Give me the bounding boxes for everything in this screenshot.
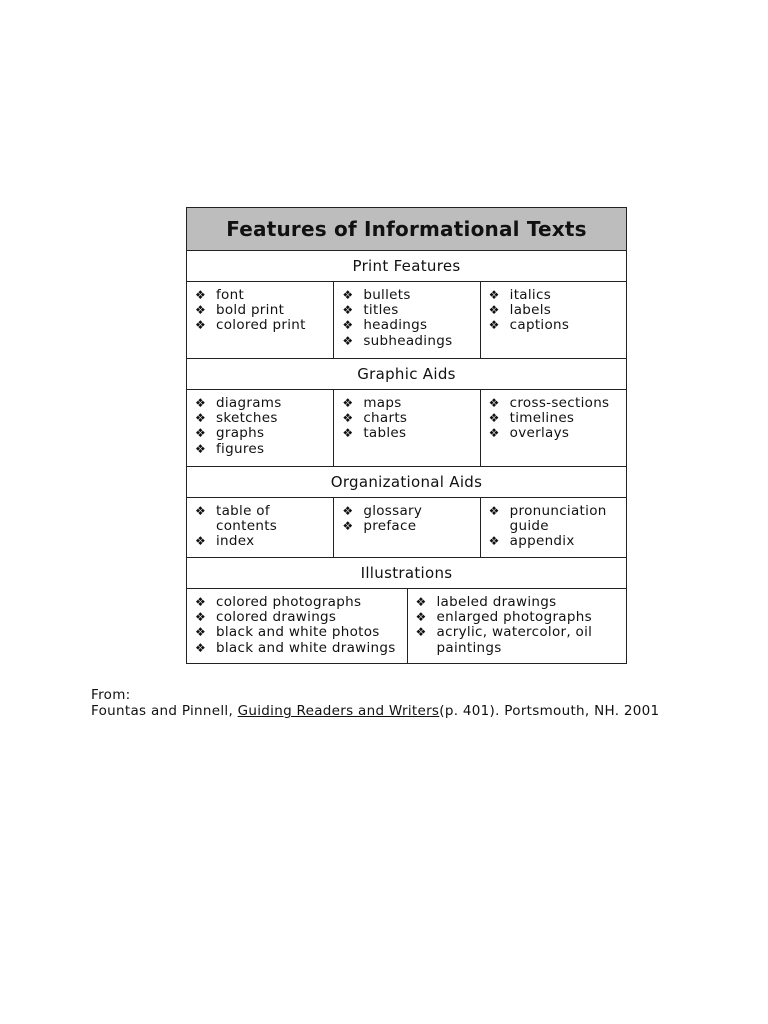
list-item: [340, 426, 475, 441]
list-item: [193, 288, 329, 303]
citation-reference: [91, 703, 659, 719]
four-diamond-bullet-icon: ❖: [195, 426, 207, 441]
list-item: [193, 318, 329, 333]
four-diamond-bullet-icon: ❖: [342, 303, 354, 318]
list-item-text: font: [216, 287, 245, 303]
four-diamond-bullet-icon: ❖: [488, 411, 500, 426]
section-row-graphic-aids: [187, 390, 626, 467]
list-item: [340, 318, 475, 333]
list-item-text: appendix: [509, 533, 575, 550]
section-column: [187, 282, 333, 358]
list-item: [340, 519, 475, 534]
section-row-organizational-aids: [187, 498, 626, 558]
section-column: [480, 282, 626, 358]
list-item: [340, 303, 475, 318]
list-item-text: tables: [363, 425, 407, 442]
list-item: [340, 334, 475, 349]
section-header-graphic-aids: Graphic Aids: [187, 359, 626, 390]
section-column: [480, 498, 626, 557]
four-diamond-bullet-icon: ❖: [415, 625, 427, 640]
four-diamond-bullet-icon: ❖: [488, 426, 500, 441]
four-diamond-bullet-icon: ❖: [342, 318, 354, 333]
list-item-text: captions: [509, 317, 570, 334]
section-row-print-features: [187, 282, 626, 359]
citation-authors: Fountas and Pinnell,: [91, 703, 238, 719]
list-item: [414, 595, 623, 610]
list-item: [487, 318, 622, 333]
features-table: [186, 207, 627, 664]
list-item: [487, 396, 622, 411]
list-item-text: labels: [509, 302, 552, 319]
section-column: [333, 498, 479, 557]
list-item-text: acrylic, watercolor, oil paintings: [436, 624, 593, 656]
list-item: [487, 288, 622, 303]
list-item-text: colored print: [216, 317, 306, 334]
list-item-text: titles: [363, 302, 399, 319]
four-diamond-bullet-icon: ❖: [342, 333, 354, 348]
list-item-text: italics: [509, 287, 552, 303]
four-diamond-bullet-icon: ❖: [342, 519, 354, 534]
four-diamond-bullet-icon: ❖: [195, 411, 207, 426]
list-item-text: index: [216, 533, 255, 550]
four-diamond-bullet-icon: ❖: [195, 504, 207, 518]
list-item-text: enlarged photographs: [436, 609, 592, 626]
section-column: [187, 589, 407, 663]
four-diamond-bullet-icon: ❖: [195, 610, 207, 625]
list-item: [487, 534, 622, 549]
section-header-illustrations: Illustrations: [187, 558, 626, 589]
list-item-text: graphs: [216, 425, 265, 442]
four-diamond-bullet-icon: ❖: [195, 396, 207, 410]
table-title: Features of Informational Texts: [187, 208, 626, 251]
four-diamond-bullet-icon: ❖: [195, 534, 207, 549]
citation-details: (p. 401). Portsmouth, NH. 2001: [439, 703, 660, 719]
list-item: [193, 641, 403, 656]
list-item-text: overlays: [509, 425, 570, 442]
list-item-text: cross-sections: [509, 395, 610, 411]
four-diamond-bullet-icon: ❖: [342, 426, 354, 441]
four-diamond-bullet-icon: ❖: [342, 396, 354, 410]
four-diamond-bullet-icon: ❖: [488, 318, 500, 333]
citation-from-label: From:: [91, 687, 131, 703]
list-item: [414, 610, 623, 625]
four-diamond-bullet-icon: ❖: [415, 610, 427, 625]
list-item: [487, 504, 622, 534]
list-item: [487, 411, 622, 426]
list-item-text: black and white photos: [216, 624, 380, 641]
section-row-illustrations: [187, 589, 626, 663]
four-diamond-bullet-icon: ❖: [195, 303, 207, 318]
section-column: [480, 390, 626, 466]
section-column: [333, 282, 479, 358]
list-item: [193, 625, 403, 640]
list-item-text: table of contents: [216, 503, 278, 535]
four-diamond-bullet-icon: ❖: [488, 534, 500, 549]
list-item-text: glossary: [363, 503, 423, 519]
list-item-text: charts: [363, 410, 408, 427]
list-item: [193, 442, 329, 457]
list-item: [193, 595, 403, 610]
four-diamond-bullet-icon: ❖: [342, 504, 354, 518]
list-item-text: colored photographs: [216, 594, 362, 610]
section-header-organizational-aids: Organizational Aids: [187, 467, 626, 498]
list-item: [193, 411, 329, 426]
list-item-text: sketches: [216, 410, 278, 427]
four-diamond-bullet-icon: ❖: [195, 640, 207, 655]
four-diamond-bullet-icon: ❖: [195, 441, 207, 456]
list-item-text: colored drawings: [216, 609, 337, 626]
list-item: [487, 303, 622, 318]
four-diamond-bullet-icon: ❖: [342, 411, 354, 426]
list-item-text: diagrams: [216, 395, 282, 411]
four-diamond-bullet-icon: ❖: [488, 288, 500, 302]
section-column: [333, 390, 479, 466]
list-item: [487, 426, 622, 441]
citation: [91, 687, 659, 719]
section-header-print-features: Print Features: [187, 251, 626, 282]
list-item-text: preface: [363, 518, 417, 535]
section-column: [407, 589, 627, 663]
list-item-text: labeled drawings: [436, 594, 557, 610]
list-item-text: pronunciation guide: [509, 503, 607, 535]
section-column: [187, 390, 333, 466]
four-diamond-bullet-icon: ❖: [195, 595, 207, 609]
four-diamond-bullet-icon: ❖: [342, 288, 354, 302]
list-item: [193, 504, 329, 534]
four-diamond-bullet-icon: ❖: [488, 504, 500, 518]
list-item: [340, 411, 475, 426]
list-item: [340, 396, 475, 411]
list-item-text: headings: [363, 317, 428, 334]
list-item-text: timelines: [509, 410, 575, 427]
four-diamond-bullet-icon: ❖: [488, 303, 500, 318]
four-diamond-bullet-icon: ❖: [195, 318, 207, 333]
list-item-text: black and white drawings: [216, 639, 396, 656]
list-item-text: subheadings: [363, 332, 453, 349]
citation-book-title: Guiding Readers and Writers: [237, 703, 440, 719]
four-diamond-bullet-icon: ❖: [415, 595, 427, 609]
list-item-text: maps: [363, 395, 402, 411]
list-item: [414, 625, 623, 655]
list-item-text: bullets: [363, 287, 411, 303]
list-item: [193, 426, 329, 441]
four-diamond-bullet-icon: ❖: [195, 288, 207, 302]
section-column: [187, 498, 333, 557]
list-item: [340, 504, 475, 519]
list-item: [193, 534, 329, 549]
list-item: [193, 396, 329, 411]
four-diamond-bullet-icon: ❖: [488, 396, 500, 410]
list-item: [193, 610, 403, 625]
list-item: [340, 288, 475, 303]
list-item-text: figures: [216, 440, 265, 457]
four-diamond-bullet-icon: ❖: [195, 625, 207, 640]
list-item-text: bold print: [216, 302, 285, 319]
list-item: [193, 303, 329, 318]
